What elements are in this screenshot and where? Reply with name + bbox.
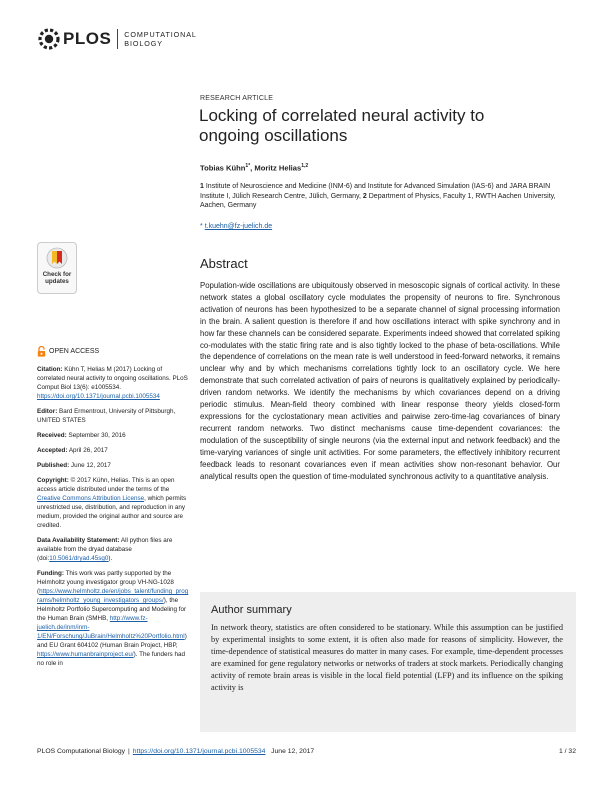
footer-citation [37, 748, 314, 755]
affil-text: Institute of Neuroscience and Medicine (INM-6) and Institute for Advanced Simulation (IAS-6) and JARA BRAIN Institute I, Jülich Research Centre, Jülich, Germany, [200, 183, 551, 200]
funding-link[interactable]: https://www.helmholtz.de/en/jobs_talent/funding_programs/helmholtz_young_investigators_groups/ [37, 588, 189, 604]
funding-text: ). The funders had no role in [37, 651, 185, 667]
abstract-heading: Abstract [200, 256, 248, 271]
affiliations [200, 182, 560, 211]
author-summary-heading: Author summary [211, 604, 292, 616]
affil-number: 2 [362, 192, 367, 200]
received-text: September 30, 2016 [66, 432, 126, 439]
editor-label: Editor: [37, 408, 58, 415]
open-access-text: OPEN ACCESS [49, 348, 100, 355]
published-text: June 12, 2017 [69, 462, 111, 469]
abstract-text: Population-wide oscillations are ubiquitously observed in mesoscopic signals of cortical activity. In these network states a global oscillatory cycle modulates the propensity of neurons to fire. Synchronous activation of neurons has been hypothesized to be a separate channel of signal processing information in the brain. A salient question is therefore if and how oscillations interact with spike synchrony and in how far these channels can be considered separate. Experiments indeed showed that correlated spiking co-modulates with the static firing rate and is also tightly locked to the phase of beta-oscillations. While the dependence of correlations on the mean rate is well understood in feed-forward networks, it remains unclear why and by which mechanisms correlations tightly lock to an oscillatory cycle. We here demonstrate that such correlated activation of pairs of neurons is qualitatively explained by periodically-driven random networks. We identify the mechanisms by which covariances depend on a driving periodic stimulus. Mean-field theory combined with linear response theory yields closed-form expressions for the cyclostationary mean activities and pairwise zero-time-lag covariances of binary recurrent random networks. Two distinct mechanisms cause time-dependent covariances: the modulation of the susceptibility of single neurons (via the external input and network feedback) and the time-varying variances of single unit activities. For some parameters, the effectively inhibitory recurrent feedback leads to resonant covariances even if mean activities show non-resonant behavior. Our analytical results open the question of time-modulated synchronous activity to a quantitative analysis. [200, 281, 560, 481]
footer-journal: PLOS Computational Biology [37, 748, 126, 755]
affil-number: 1 [200, 183, 204, 190]
author-affil-sup: 1 [245, 163, 249, 169]
footer-date: June 12, 2017 [271, 748, 315, 755]
citation-text: Kühn T, Helias M (2017) Locking of correlated neural activity to ongoing oscillations. PLoS Comput Biol 13(6): e1005534. [37, 366, 188, 391]
email-link[interactable]: t.kuehn@fz-juelich.de [204, 223, 273, 230]
funding-text: ), the Helmholtz Portfolio Supercomputing and Modeling for the Human Brain (SMHB, [37, 597, 187, 622]
corresponding-email [200, 223, 272, 230]
plos-logo-icon [37, 27, 61, 51]
copyright-text: , which permits unrestricted use, distribution, and reproduction in any medium, provided the original author and source are credited. [37, 495, 187, 529]
plos-logo[interactable] [37, 27, 197, 51]
data-availability [37, 536, 189, 563]
page-number: 1 / 32 [558, 748, 576, 755]
citation-label: Citation: [37, 366, 63, 373]
license-link[interactable]: Creative Commons Attribution License [37, 495, 145, 502]
author-name[interactable]: Tobias Kühn [200, 163, 246, 173]
citation-doi-link[interactable]: https://doi.org/10.1371/journal.pcbi.1005534 [37, 393, 160, 400]
bookmark-icon [46, 247, 68, 269]
open-lock-icon [37, 346, 46, 357]
data-availability-text: All python files are available from the dryad database (doi: [37, 537, 173, 562]
accepted-date [37, 446, 189, 455]
editor [37, 407, 189, 425]
funding [37, 569, 189, 668]
funding-text: ) and EU Grant 604102 (Human Brain Project, HBP, [37, 633, 187, 649]
editor-text: Bard Ermentrout, University of Pittsburgh, UNITED STATES [37, 408, 176, 424]
authors [200, 163, 308, 173]
footer-doi-link[interactable]: https://doi.org/10.1371/journal.pcbi.1005534 [132, 748, 266, 755]
author-name[interactable]: Moritz Helias [254, 163, 302, 173]
copyright-text: © 2017 Kühn, Helias. This is an open access article distributed under the terms of the [37, 477, 175, 493]
badge-line2: updates [45, 278, 69, 285]
badge-line1: Check for [42, 271, 72, 278]
funding-label: Funding: [37, 570, 64, 577]
author-separator: , [250, 163, 255, 173]
logo-divider [117, 29, 118, 49]
copyright [37, 476, 189, 530]
author-affil-sup: 1,2 [301, 163, 309, 169]
citation [37, 365, 189, 401]
corresponding-mark: * [248, 163, 251, 169]
badge-label [43, 271, 72, 285]
received-label: Received: [37, 432, 67, 439]
published-date [37, 461, 189, 470]
journal-line1: COMPUTATIONAL [124, 30, 197, 39]
accepted-text: April 26, 2017 [67, 447, 108, 454]
received-date [37, 431, 189, 440]
funding-text: This work was partly supported by the Helmholtz young investigator group VH-NG-1028 ( [37, 570, 174, 595]
affil-text: Department of Physics, Faculty 1, RWTH Aachen University, Aachen, Germany [200, 192, 556, 210]
dryad-doi-link[interactable]: 10.5061/dryad.45sg0 [49, 555, 109, 562]
data-availability-end: ). [108, 555, 113, 562]
article-title: Locking of correlated neural activity to ongoing oscillations [199, 106, 485, 145]
page-footer [37, 748, 576, 755]
journal-name [124, 30, 197, 48]
accepted-label: Accepted: [37, 447, 68, 454]
open-access-label [37, 346, 189, 357]
published-label: Published: [37, 462, 70, 469]
copyright-label: Copyright: [37, 477, 69, 484]
author-summary-text: In network theory, statistics are often considered to be stationary. While this assumption can be justified by experimental insights to some extent, it is often also made for reasons of simplicity. However, the time-dependence of statistical measures do matter in many cases. For example, time-dependent processes are examined for gene regulatory networks or networks of traders at stock markets. Periodically changing activity of remote brain areas is visible in the local field potential (LFP) and its influence on the spiking activity is [211, 623, 563, 692]
article-metadata-sidebar [37, 346, 189, 674]
email-star: * [200, 223, 203, 230]
funding-link[interactable]: https://www.humanbrainproject.eu/ [37, 651, 134, 658]
logo-text: PLOS [63, 29, 112, 48]
article-type-label: RESEARCH ARTICLE [200, 95, 274, 102]
funding-link[interactable]: http://www.fz-juelich.de/inm/inm-1/EN/Forschung/JuBrain/Helmholtz%20Portfolio.html [37, 615, 185, 640]
check-for-updates-badge[interactable] [37, 242, 77, 294]
data-availability-label: Data Availability Statement: [37, 537, 120, 544]
journal-line2: BIOLOGY [124, 39, 163, 48]
footer-separator: | [128, 748, 130, 755]
